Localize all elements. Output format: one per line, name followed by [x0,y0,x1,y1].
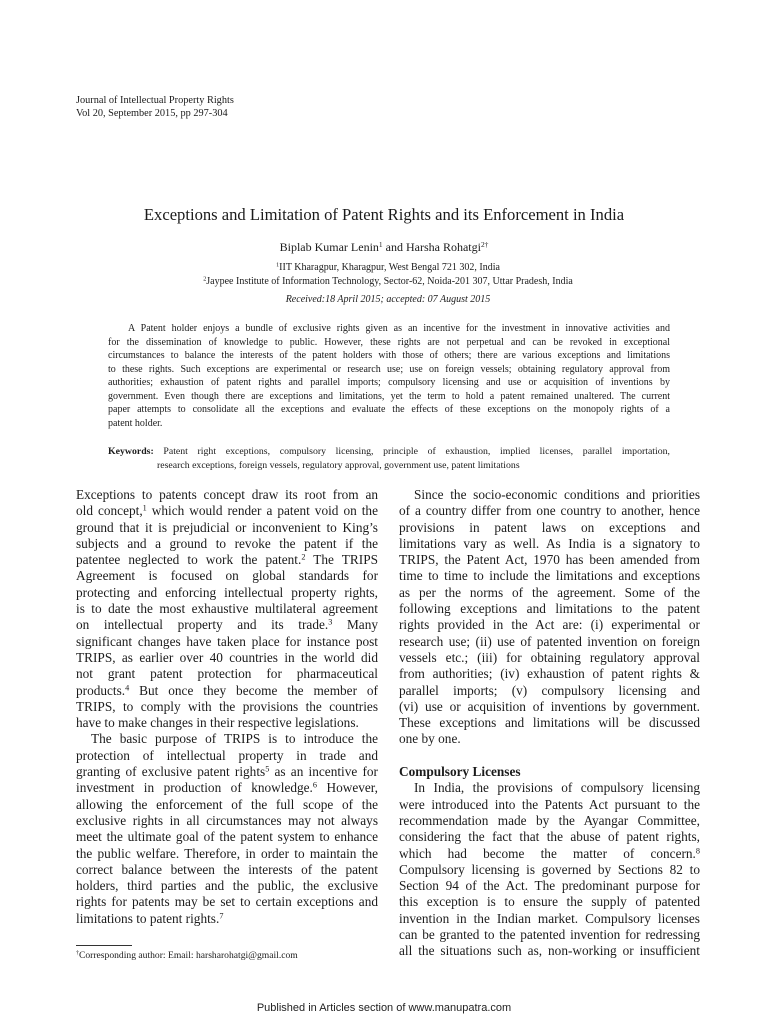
author-1-mark: 1 [378,239,383,249]
text-run: significant changes have taken place for instance post [76,633,378,649]
affiliation-text: IIT Kharagpur, Kharagpur, West Bengal 721 302, India [279,262,500,273]
text-run: considering the fact that the abuse of patent rights, [399,829,700,845]
text-run: can be granted to the patented invention for redressing [399,927,700,943]
text-run: meet the ultimate goal of the patent system to enhance [76,829,378,845]
text-line [76,683,378,699]
text-line [76,731,378,747]
footnote-reference: 8 [695,846,700,855]
text-line [76,617,378,633]
text-run: rights for patents may be set to certain exceptions and [76,894,378,910]
right-column [399,487,700,960]
text-line [76,536,378,552]
text-run: for the dissemination of knowledge to public. However, these rights are not perpetual and can be revoked in exceptional [108,336,670,348]
text-run: products. [76,682,126,698]
text-run: The basic purpose of TRIPS is to introduce the [91,731,378,747]
text-line [76,715,378,731]
text-run: limitations vary as well. As India is a signatory to [399,535,700,551]
text-run: But once they become the member of [129,682,378,698]
text-run: recommendation made by the Ayangar Committee, [399,812,700,828]
footnote-reference: 7 [219,911,224,921]
abstract-line [108,322,670,336]
author-separator: and [382,240,406,254]
text-line [399,862,700,878]
text-line [76,568,378,584]
text-run: patent holder. [108,417,163,429]
received-accepted-dates: Received:18 April 2015; accepted: 07 August 2015 [285,294,491,305]
text-run: from authorities; (iv) exhaustion of patent rights & [399,666,700,682]
text-line [399,503,700,519]
text-line [76,520,378,536]
text-line [76,780,378,796]
text-run: Compulsory licensing is governed by Sections 82 to [399,861,700,877]
text-run: time to time to include the limitations and exceptions [399,568,700,584]
footnote-reference: 5 [265,764,270,774]
abstract [108,322,670,430]
text-line [76,829,378,845]
text-line [399,731,700,747]
section-heading: Compulsory Licenses [399,764,521,780]
text-line [399,846,700,862]
footnote-text: Corresponding author: Email: harsharohatgi@gmail.com [78,950,298,961]
affiliation-text: Jaypee Institute of Information Technology, Sector-62, Noida-201 307, Uttar Pradesh, India [206,276,573,287]
text-run: (vi) use or acquisition of inventions by government. [399,698,700,714]
text-run: protection of intellectual property in trade and [76,747,378,763]
affiliation-1 [4,261,768,275]
text-run: old concept, [76,503,143,519]
text-line [399,634,700,650]
footnote [76,949,298,962]
text-run: not grant patent protection for pharmaceutical [76,666,378,682]
text-run: TRIPS, to comply with the provisions the countries [76,698,378,714]
text-line [399,520,700,536]
text-run: Exceptions to patents concept draw its root from an [76,487,378,502]
text-line [399,943,700,959]
footnote-reference: 1 [142,503,147,513]
text-line [76,650,378,666]
text-line [399,617,700,633]
text-line [399,813,700,829]
text-run: to these rights. Such exceptions are experimental or research use; use on foreign vessels; obtaining regulatory approval from [108,363,670,375]
text-line [76,748,378,764]
text-run: the public welfare. Therefore, in order to maintain the [76,845,378,861]
text-line [76,634,378,650]
author-2-mark: 2† [480,239,489,249]
text-run: correct balance between the interests of the patent [76,861,378,877]
paragraph [399,487,700,748]
text-run: following exceptions and limitations to the patent [399,601,700,617]
text-line [76,699,378,715]
text-run: invention in the Indian market. Compulsory licenses [399,910,700,926]
text-line [76,585,378,601]
text-line [76,911,378,927]
text-line [399,536,700,552]
text-run: government. Even though there are exceptions and limitations, yet the term to hold a patent remained unaltered. The current [108,390,670,402]
footnote-reference: 4 [125,683,130,693]
text-run: TRIPS, the Patent Act, 1970 has been amended from [399,552,700,568]
affiliation-mark: 2 [203,275,207,283]
text-line [399,650,700,666]
authors [0,239,768,255]
text-line [399,666,700,682]
keywords [108,445,670,473]
text-run: ground that it is prejudicial or inconvenient to King’s [76,519,378,535]
text-line [76,797,378,813]
footnote-reference: 2 [301,552,306,562]
abstract-line [108,390,670,404]
text-line [399,699,700,715]
author-1-name: Biplab Kumar Lenin [279,240,379,254]
text-line [76,862,378,878]
text-run: which would render a patent void on the [146,503,378,519]
text-line [399,683,700,699]
abstract-line [108,376,670,390]
abstract-line [108,336,670,350]
text-line [399,585,700,601]
text-line [76,487,378,503]
text-line [76,601,378,617]
text-run: granting of exclusive patent rights [76,764,266,780]
text-line [399,780,700,796]
keywords-line-2: research exceptions, foreign vessels, regulatory approval, government use, patent limitations [157,460,520,471]
paragraph [399,780,700,959]
journal-volume: Vol 20, September 2015, pp 297-304 [76,108,228,119]
text-run: vessels etc.; (iii) for obtaining regulatory approval [399,649,700,665]
affiliations [4,261,768,289]
text-run: this exception is to ensure the supply of patented [399,894,700,910]
footnote-mark: † [76,950,79,957]
abstract-line [108,349,670,363]
affiliation-2 [4,275,768,289]
text-run: rights provided in the Act are: (i) experimental or [399,617,700,633]
text-line [76,813,378,829]
text-run: is to date the most exhaustive multilateral agreement [76,601,378,617]
text-run: Many [332,617,378,633]
paper-title: Exceptions and Limitation of Patent Rights and its Enforcement in India [143,205,625,224]
journal-name: Journal of Intellectual Property Rights [76,95,234,106]
text-run: Section 94 of the Act. The predominant purpose for [399,878,700,894]
text-run: The TRIPS [305,552,378,568]
text-run: paper attempts to consolidate all the exceptions and evaluate the effects of these exceptions on the monopoly rights of a [108,404,670,415]
text-line [76,666,378,682]
footnote-reference: 3 [328,617,333,627]
text-line [76,878,378,894]
paragraph [76,731,378,927]
page-footer: Published in Articles section of www.manupatra.com [256,1002,512,1014]
text-line [399,797,700,813]
text-line [399,927,700,943]
text-run: circumstances to balance the interests of the patent holders with those of others; there are various exceptions and limitations [108,350,670,361]
paragraph [76,487,378,731]
text-line [399,601,700,617]
text-line [399,487,700,503]
text-line [76,764,378,780]
text-run: Agreement is focused on global standards for [76,568,378,584]
text-run: as per the norms of the agreement. Some of the [399,584,700,600]
text-run: allowing the enforcement of the full scope of the [76,796,378,812]
text-line [399,568,700,584]
text-run: parallel imports; (v) compulsory licensing and [399,682,700,698]
keywords-text-1: Patent right exceptions, compulsory licensing, principle of exhaustion, implied licenses, parallel importation, [163,446,670,457]
text-run: holders, third parties and the public, the exclusive [76,878,378,894]
author-2-name: Harsha Rohatgi [405,240,481,254]
text-run: were introduced into the Patents Act pursuant to the [399,796,700,812]
left-column [76,487,378,927]
text-run: subjects and a ground to revoke the patent if the [76,535,378,551]
text-line [399,552,700,568]
text-run: as an incentive for [269,764,378,780]
abstract-line [108,403,670,417]
footnote-divider [76,945,132,946]
text-run: of a country differ from one country to another, hence [399,503,700,519]
text-run: exclusive rights in all circumstances may not always [76,812,378,828]
text-run: TRIPS, as earlier over 40 countries in the world did [76,649,378,665]
text-line [399,911,700,927]
text-run: patentee neglected to work the patent. [76,552,302,568]
text-run: have to make changes in their respective legislations. [76,715,359,731]
text-line [399,878,700,894]
text-line [76,894,378,910]
text-run: Since the socio-economic conditions and priorities [414,487,700,502]
text-run: However, [317,780,378,796]
text-run: which had become the matter of concern. [399,845,696,861]
text-run: These exceptions and limitations will be discussed [399,715,700,731]
text-line [399,894,700,910]
text-run: on intellectual property and its trade. [76,617,329,633]
text-run: investment in production of knowledge. [76,780,313,796]
text-run: authorities; exhaustion of patent rights and parallel imports; compulsory licensing and use or acquisition of inventions by [108,377,670,388]
journal-header [76,94,234,120]
text-run: limitations to patent rights. [76,910,220,926]
abstract-line [108,417,670,431]
text-run: provisions in patent laws on exceptions and [399,519,700,535]
text-line [76,552,378,568]
text-run: In India, the provisions of compulsory licensing [414,780,700,796]
abstract-line [108,363,670,377]
keywords-line-1 [108,445,670,459]
text-line [399,829,700,845]
text-run: research use; (ii) use of patented invention on foreign [399,633,700,649]
text-line [399,715,700,731]
text-line [76,846,378,862]
text-run: A Patent holder enjoys a bundle of exclusive rights given as an incentive for the investment in innovative activities and [128,323,670,334]
affiliation-mark: 1 [276,261,280,269]
text-run: one by one. [399,731,461,747]
keywords-label: Keywords: [108,446,154,457]
footnote-reference: 6 [312,780,318,790]
text-line [76,503,378,519]
text-run: protecting and enforcing intellectual property rights, [76,584,378,600]
text-run: all the situations such as, non-working or insufficient [399,943,700,959]
